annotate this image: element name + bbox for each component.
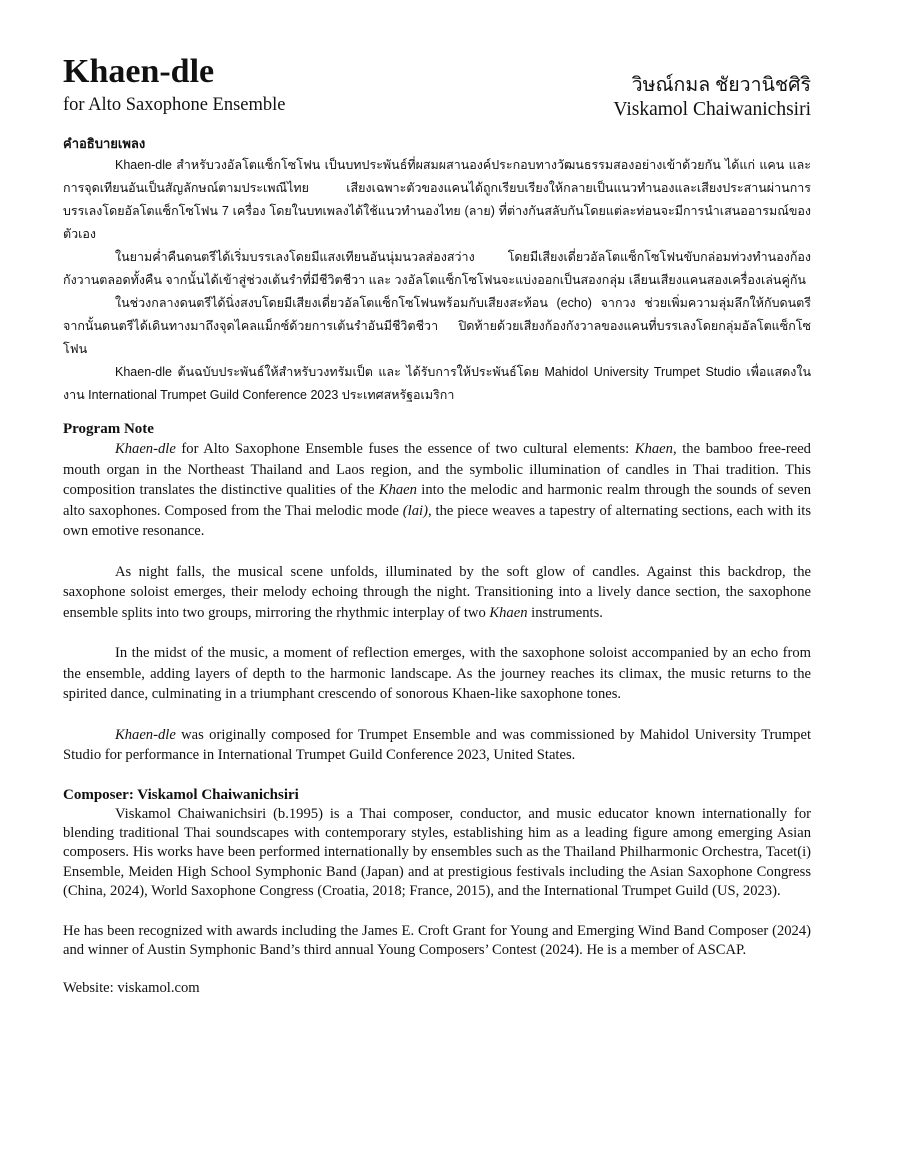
composer-name-block (613, 74, 811, 122)
italic-text: Khaen (634, 441, 673, 457)
composer-bio-paragraph-2: He has been recognized with awards including the James E. Croft Grant for Young and Emerging Wind Band Composer (2024) and winner of Austin Symphonic Band’s third annual Young Composers’ Contest (2024). He is a member of ASCAP. (63, 922, 811, 958)
text-run: for Alto Saxophone Ensemble fuses the essence of two cultural elements: (175, 441, 635, 457)
header (63, 52, 811, 132)
text-run: , the bamboo free-reed mouth organ in the Northeast Thailand and Laos region, and the symbolic illumination of candles in Thai tradition. This composition translates the distinctive qualities of the (63, 441, 811, 498)
italic-text: Khaen (378, 482, 417, 498)
composer-bio-paragraph-1: Viskamol Chaiwanichsiri (b.1995) is a Thai composer, conductor, and music educator known internationally for blending traditional Thai soundscapes with contemporary styles, establishing him as a leading figure among emerging Asian composers. His works have been performed internationally by ensembles such as the Thailand Philharmonic Orchestra, Tacet(i) Ensemble, Meiden High School Symphonic Band (Japan) and at prestigious festivals including the Asian Saxophone Congress (China, 2024), World Saxophone Congress (Croatia, 2018; France, 2015), and the International Trumpet Guild (US, 2023). (63, 805, 811, 900)
program-note-paragraph-2 (63, 562, 811, 624)
italic-text: Khaen (489, 604, 528, 621)
text-run: instruments. (527, 604, 603, 621)
paragraph-gap (63, 902, 811, 922)
program-note-heading: Program Note (63, 421, 154, 437)
paragraph-gap (63, 705, 811, 725)
program-note-paragraph-3: In the midst of the music, a moment of reflection emerges, with the saxophone soloist accompanied by an echo from the ensemble, adding layers of depth to the harmonic landscape. As the journey reaches its climax, the music returns to the spirited dance, culminating in a triumphant crescendo of sonorous Khaen-like saxophone tones. (63, 645, 811, 702)
thai-paragraph-4: Khaen-dle ต้นฉบับประพันธ์ให้สำหรับวงทรัมเป็ต และ ได้รับการให้ประพันธ์โดย Mahidol University Trumpet Studio เพื่อแสดงในงาน International Trumpet Guild Conference 2023 ประเทศสหรัฐอเมริกา (63, 365, 811, 402)
paragraph-gap (63, 623, 811, 643)
composer-website: Website: viskamol.com (63, 979, 200, 996)
document-page (63, 52, 811, 998)
composer-name-thai: วิษณ์กมล ชัยวานิชศิริ (631, 75, 811, 96)
text-run: As night falls, the musical scene unfolds, illuminated by the soft glow of candles. Against this backdrop, the saxophone soloist emerges, their melody echoing through the night. Transitioning into a lively dance section, the saxophone ensemble splits into two groups, mirroring the rhythmic interplay of two (63, 563, 811, 621)
text-run: was originally composed for Trumpet Ensemble and was commissioned by Mahidol University Trumpet Studio for performance in International Trumpet Guild Conference 2023, United States. (63, 726, 811, 763)
piece-subtitle: for Alto Saxophone Ensemble (63, 95, 286, 115)
piece-title: Khaen-dle (63, 53, 215, 90)
program-note-paragraph-4 (63, 725, 811, 766)
composer-heading: Composer: Viskamol Chaiwanichsiri (63, 786, 299, 803)
program-note-paragraph-1 (63, 439, 811, 542)
thai-paragraph-1: Khaen-dle สำหรับวงอัลโตแซ็กโซโฟน เป็นบทประพันธ์ที่ผสมผสานองค์ประกอบทางวัฒนธรรมสองอย่างเข้าด้วยกัน ได้แก่ แคน และการจุดเทียนอันเป็นสัญลักษณ์ตามประเพณีไทย เสียงเฉพาะตัวของแคนได้ถูกเรียบเรียงให้กลายเป็นแนวทำนองและเสียงประสานผ่านการบรรเลงโดยอัลโตแซ็กโซโฟน 7 เครื่อง โดยในบทเพลงได้ใช้แนวทำนองไทย (ลาย) ที่ต่างกันสลับกันโดยแต่ละท่อนจะมีการนำเสนออารมณ์ของตัวเอง (63, 158, 811, 241)
text-run: into the melodic and harmonic realm through the sounds of seven alto saxophones. Composed from the Thai melodic mode (63, 482, 811, 519)
paragraph-gap (63, 542, 811, 562)
italic-text: Khaen-dle (115, 726, 176, 743)
thai-heading: คำอธิบายเพลง (63, 136, 146, 151)
composer-name-english: Viskamol Chaiwanichsiri (613, 99, 811, 120)
italic-text: Khaen-dle (115, 441, 176, 457)
italic-text: (lai) (402, 502, 428, 519)
thai-paragraph-2: ในยามค่ำคืนดนตรีได้เริ่มบรรเลงโดยมีแสงเทียนอันนุ่มนวลส่องสว่าง โดยมีเสียงเดี่ยวอัลโตแซ็กโซโฟนขับกล่อมท่วงทำนองก้องกังวานตลอดทั้งคืน จากนั้นได้เข้าสู่ช่วงเต้นรำที่มีชีวิตชีวา และ วงอัลโตแซ็กโซโฟนจะแบ่งออกเป็นสองกลุ่ม เลียนเสียงแคนสองเครื่องเล่นคู่กัน (63, 250, 811, 287)
thai-paragraph-3: ในช่วงกลางดนตรีได้นิ่งสงบโดยมีเสียงเดี่ยวอัลโตแซ็กโซโฟนพร้อมกับเสียงสะท้อน (echo) จากวง ช่วยเพิ่มความลุ่มลึกให้กับดนตรี จากนั้นดนตรีได้เดินทางมาถึงจุดไคลแม็กซ์ด้วยการเต้นรำอันมีชีวิตชีวา ปิดท้ายด้วยเสียงก้องกังวาลของแคนที่บรรเลงโดยกลุ่มอัลโตแซ็กโซโฟน (63, 296, 811, 356)
text-run: , the piece weaves a tapestry of alternating sections, each with its own emotive resonance. (63, 502, 811, 539)
